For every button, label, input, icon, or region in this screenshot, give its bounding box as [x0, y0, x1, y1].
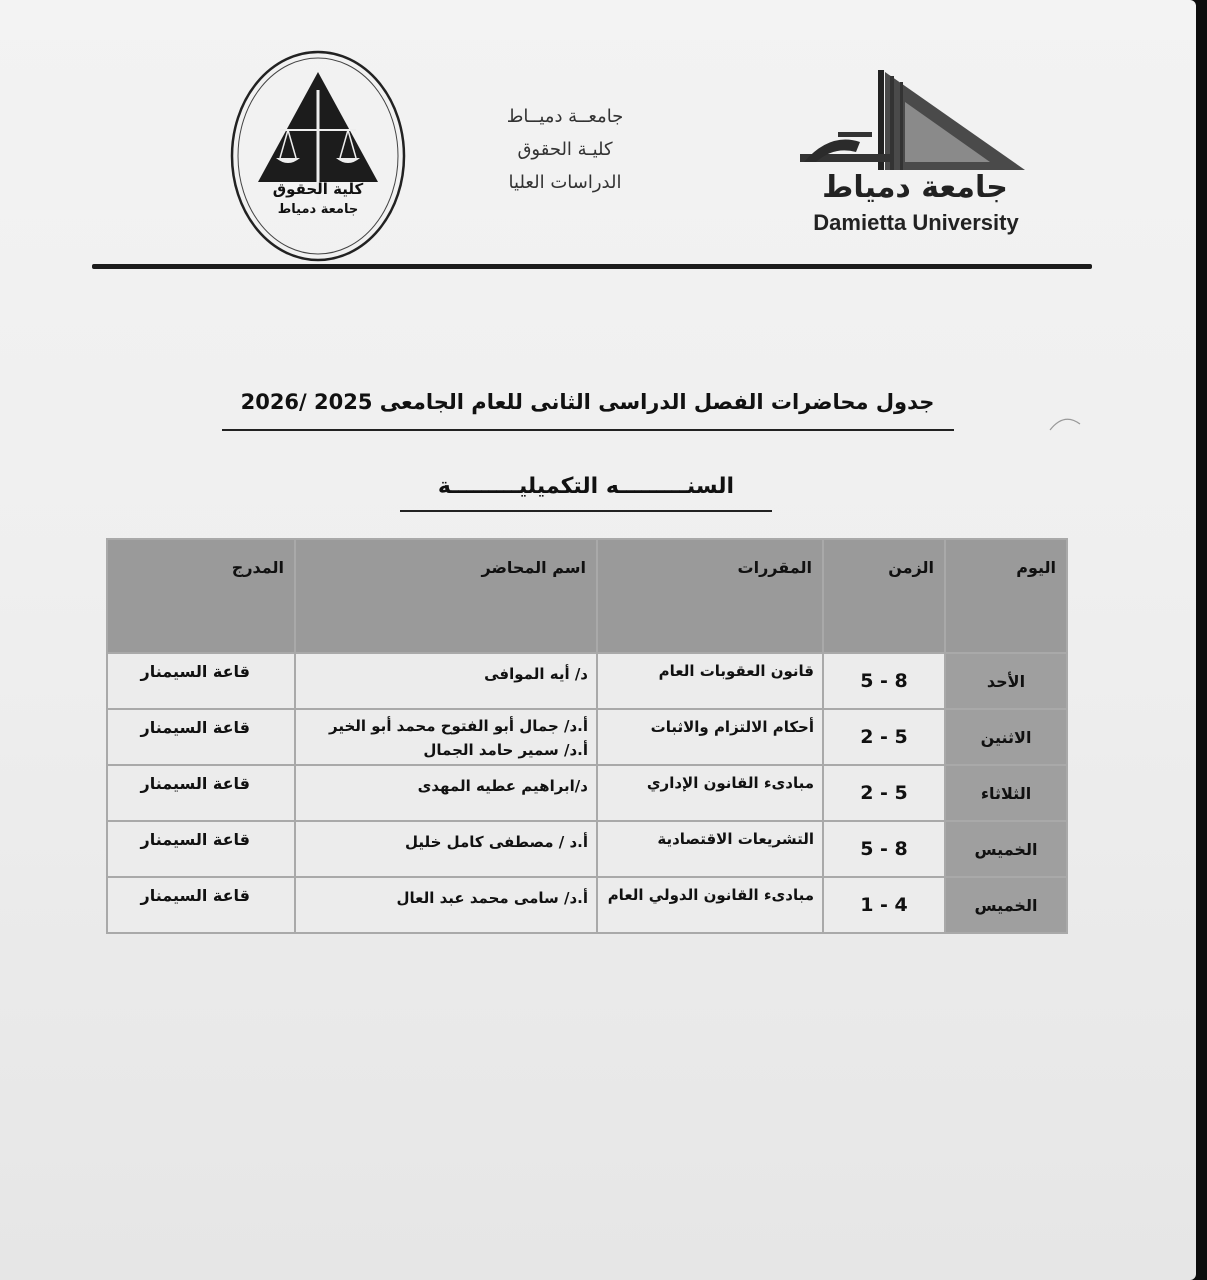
cell-day: الثلاثاء — [945, 765, 1067, 821]
lecturer-name: د/ أيه الموافى — [484, 665, 588, 683]
lecturer-name: أ.د/ جمال أبو الفتوح محمد أبو الخير — [329, 717, 588, 735]
university-logo — [790, 62, 1040, 242]
cell-hall: قاعة السيمنار — [107, 821, 295, 877]
cell-time: 1 - 4 — [823, 877, 945, 933]
table-row — [107, 653, 1067, 709]
cell-course: مبادىء القانون الإداري — [597, 765, 823, 821]
header-day: اليوم — [945, 539, 1067, 653]
lecturer-name: أ.د/ سمير حامد الجمال — [423, 741, 588, 759]
cell-lecturer — [295, 765, 597, 821]
cell-course: مبادىء القانون الدولي العام — [597, 877, 823, 933]
subtitle-underline — [400, 510, 772, 512]
cell-time: 5 - 8 — [823, 821, 945, 877]
cell-lecturer — [295, 653, 597, 709]
title-underline — [222, 429, 954, 431]
header-hall: المدرج — [107, 539, 295, 653]
cell-time: 2 - 5 — [823, 709, 945, 765]
cell-day: الأحد — [945, 653, 1067, 709]
cell-time: 2 - 5 — [823, 765, 945, 821]
cell-hall: قاعة السيمنار — [107, 765, 295, 821]
cell-hall: قاعة السيمنار — [107, 653, 295, 709]
lecturer-name: أ.د/ سامى محمد عبد العال — [396, 889, 588, 907]
cell-hall: قاعة السيمنار — [107, 877, 295, 933]
seal-text-faculty: كلية الحقوق — [272, 180, 364, 198]
cell-lecturer — [295, 877, 597, 933]
header-divider — [92, 264, 1092, 269]
lecturer-name: أ.د / مصطفى كامل خليل — [404, 833, 588, 851]
university-name-arabic: جامعة دمياط — [822, 170, 1008, 205]
cell-course: قانون العقوبات العام — [597, 653, 823, 709]
university-emblem-graphic — [790, 62, 1040, 172]
header-time: الزمن — [823, 539, 945, 653]
table-row — [107, 709, 1067, 765]
seal-graphic — [228, 50, 408, 262]
header-line-department: الدراسات العليا — [508, 172, 622, 193]
header-text-block — [440, 100, 690, 199]
university-name-english: Damietta University — [813, 210, 1019, 235]
header-course: المقررات — [597, 539, 823, 653]
cell-day: الاثنين — [945, 709, 1067, 765]
cell-day: الخميس — [945, 821, 1067, 877]
schedule-table — [106, 538, 1068, 934]
table-header-row — [107, 539, 1067, 653]
header-line-university: جامعــة دميــاط — [506, 106, 624, 127]
table-row — [107, 765, 1067, 821]
cell-time: 5 - 8 — [823, 653, 945, 709]
faculty-seal — [228, 50, 408, 262]
seal-text-university: جامعة دمياط — [277, 202, 359, 217]
cell-lecturer — [295, 709, 597, 765]
lecturer-name: د/ابراهيم عطيه المهدى — [417, 777, 588, 795]
header-lecturer: اسم المحاضر — [295, 539, 597, 653]
pen-mark-decoration — [1046, 410, 1084, 438]
year-subtitle: السنـــــــــه التكميليـــــــــة — [437, 474, 735, 499]
table-row — [107, 877, 1067, 933]
cell-lecturer — [295, 821, 597, 877]
cell-hall: قاعة السيمنار — [107, 709, 295, 765]
cell-course: التشريعات الاقتصادية — [597, 821, 823, 877]
header-line-faculty: كليـة الحقوق — [517, 139, 613, 160]
schedule-title: جدول محاضرات الفصل الدراسى الثانى للعام الجامعى 2025 /2026 — [240, 390, 935, 414]
cell-day: الخميس — [945, 877, 1067, 933]
table-row — [107, 821, 1067, 877]
cell-course: أحكام الالتزام والاثبات — [597, 709, 823, 765]
